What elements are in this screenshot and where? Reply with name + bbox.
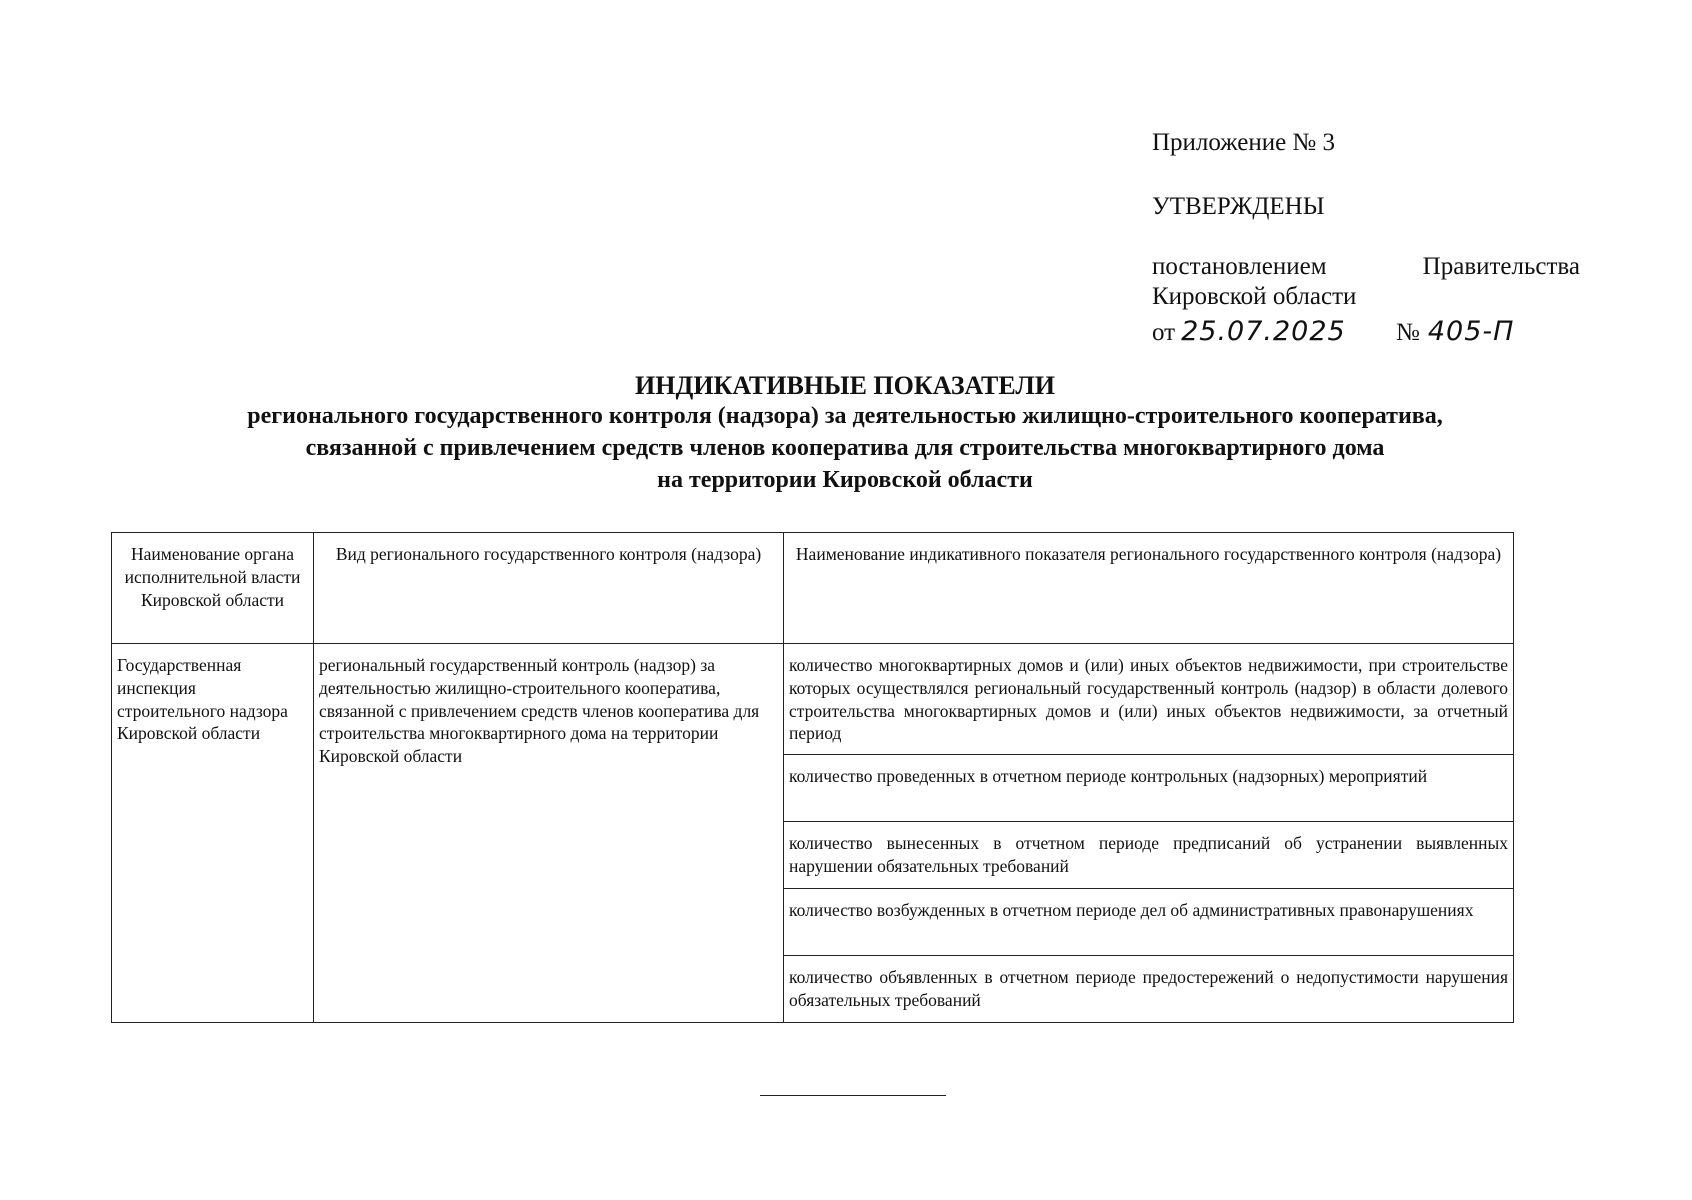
- header-indicator: Наименование индикативного показателя регионального государственного контроля (надзора): [784, 533, 1514, 644]
- document-title: [110, 370, 1580, 497]
- indicator-cell: количество возбужденных в отчетном периоде дел об административных правонарушениях: [784, 889, 1514, 956]
- indicator-cell: количество объявленных в отчетном периоде предостережений о недопустимости нарушения обязательных требований: [784, 956, 1514, 1023]
- header-control-type: Вид регионального государственного контроля (надзора): [314, 533, 784, 644]
- decree-word: постановлением: [1152, 253, 1327, 280]
- appendix-label: Приложение № 3: [1152, 129, 1336, 156]
- date-number-line: [1152, 316, 1592, 348]
- handwritten-number: 405-П: [1427, 316, 1515, 347]
- title-line-3: на территории Кировской области: [657, 467, 1033, 493]
- handwritten-date: 25.07.2025: [1181, 316, 1346, 347]
- end-divider: [760, 1095, 946, 1096]
- title-main: ИНДИКАТИВНЫЕ ПОКАЗАТЕЛИ: [635, 371, 1055, 400]
- indicator-cell: количество проведенных в отчетном периоде контрольных (надзорных) мероприятий: [784, 755, 1514, 822]
- header-authority: Наименование органа исполнительной власти Кировской области: [112, 533, 314, 644]
- date-prefix: от: [1152, 319, 1176, 346]
- indicator-cell: количество многоквартирных домов и (или) иных объектов недвижимости, при строительстве которых осуществлялся региональный государственный контроль (надзор) в области долевого строительства многоквартирных домов и (или) иных объектов недвижимости, за отчетный период: [784, 644, 1514, 755]
- table-row: [112, 644, 1514, 755]
- appendix-block: [1152, 128, 1592, 348]
- control-type-cell: региональный государственный контроль (надзор) за деятельностью жилищно-строительного кооператива, связанной с привлечением средств членов кооператива для строительства многоквартирного дома на территории Кировской области: [314, 644, 784, 1023]
- authority-cell: Государственная инспекция строительного надзора Кировской области: [112, 644, 314, 1023]
- number-prefix: №: [1396, 319, 1420, 346]
- title-line-2: связанной с привлечением средств членов кооператива для строительства многоквартирного дома: [305, 435, 1385, 462]
- number-group: [1396, 316, 1514, 348]
- indicator-cell: количество вынесенных в отчетном периоде предписаний об устранении выявленных нарушении обязательных требований: [784, 822, 1514, 889]
- title-line-1: регионального государственного контроля (надзора) за деятельностью жилищно-строительного кооператива,: [247, 403, 1443, 430]
- government-word: Правительства: [1422, 253, 1580, 280]
- decree-line: [1152, 252, 1580, 282]
- approved-label: УТВЕРЖДЕНЫ: [1152, 193, 1325, 220]
- table-header-row: [112, 533, 1514, 644]
- indicators-table: [111, 532, 1514, 1023]
- region-line: Кировской области: [1152, 283, 1357, 310]
